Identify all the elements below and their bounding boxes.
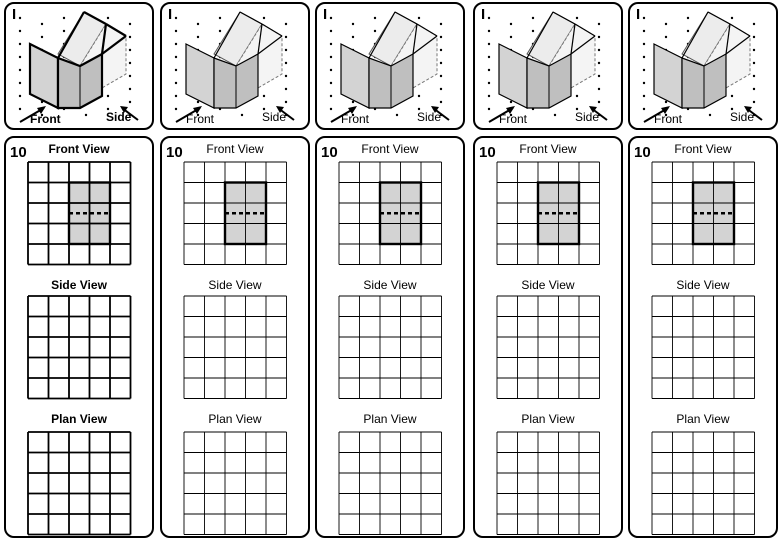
plan-view-grid[interactable] [182, 430, 289, 537]
grid-dot [598, 101, 600, 103]
views-card [628, 136, 778, 538]
isometric-card [315, 2, 465, 130]
grid-dot [330, 56, 332, 58]
grid-dot [418, 17, 420, 19]
question-number: I [168, 6, 173, 23]
side-label: Side [106, 110, 132, 124]
grid-dot [753, 88, 755, 90]
grid-dot [330, 108, 332, 110]
front-label: Front [499, 112, 528, 126]
front-view-title: Front View [361, 142, 419, 156]
grid-dot [418, 95, 420, 97]
grid-dot [19, 17, 21, 19]
views-card [473, 136, 623, 538]
grid-dot [488, 43, 490, 45]
grid-dot [374, 30, 376, 32]
front-face-left [30, 44, 58, 108]
front-face-left [654, 44, 682, 108]
grid-dot [576, 95, 578, 97]
isometric-drawing [630, 4, 776, 128]
grid-dot [598, 49, 600, 51]
grid-dot [510, 101, 512, 103]
grid-dot [440, 101, 442, 103]
grid-dot [107, 17, 109, 19]
grid-dot [576, 17, 578, 19]
grid-dot [532, 17, 534, 19]
sheet-column [473, 0, 623, 540]
grid-dot [532, 30, 534, 32]
grid-dot [19, 108, 21, 110]
grid-dot [63, 30, 65, 32]
front-view-grid[interactable] [26, 160, 133, 267]
grid-dot [352, 23, 354, 25]
grid-dot [643, 82, 645, 84]
grid-dot [753, 23, 755, 25]
isometric-drawing [475, 4, 621, 128]
grid-dot [488, 108, 490, 110]
grid-dot [19, 82, 21, 84]
side-view-grid[interactable] [650, 294, 757, 401]
front-view-grid[interactable] [650, 160, 757, 267]
grid-dot [598, 36, 600, 38]
sheet-column [628, 0, 778, 540]
question-number: 10 [166, 144, 183, 161]
grid-dot [19, 43, 21, 45]
question-number: I [481, 6, 486, 23]
grid-dot [598, 23, 600, 25]
plan-view-title: Plan View [521, 412, 575, 426]
grid-dot [598, 88, 600, 90]
side-label: Side [417, 110, 442, 124]
grid-dot [41, 36, 43, 38]
isometric-drawing [317, 4, 463, 128]
side-view-title: Side View [521, 278, 575, 292]
grid-dot [488, 56, 490, 58]
isometric-card [160, 2, 310, 130]
grid-dot [643, 95, 645, 97]
grid-dot [753, 49, 755, 51]
side-label: Side [262, 110, 287, 124]
grid-dot [263, 17, 265, 19]
grid-dot [665, 23, 667, 25]
grid-dot [330, 30, 332, 32]
grid-dot [510, 23, 512, 25]
grid-dot [731, 95, 733, 97]
front-face-left [499, 44, 527, 108]
grid-dot [554, 114, 556, 116]
grid-dot [285, 75, 287, 77]
grid-dot [330, 69, 332, 71]
grid-dot [352, 101, 354, 103]
front-label: Front [30, 112, 61, 126]
isometric-card [628, 2, 778, 130]
grid-dot [396, 114, 398, 116]
grid-dot [330, 82, 332, 84]
grid-dot [175, 108, 177, 110]
grid-dot [175, 17, 177, 19]
grid-dot [598, 62, 600, 64]
sheet-column [4, 0, 154, 540]
side-view-grid[interactable] [337, 294, 444, 401]
grid-dot [687, 17, 689, 19]
question-number: I [323, 6, 328, 23]
grid-dot [643, 30, 645, 32]
grid-dot [197, 23, 199, 25]
grid-dot [440, 75, 442, 77]
grid-dot [665, 36, 667, 38]
side-label: Side [730, 110, 755, 124]
grid-dot [175, 30, 177, 32]
grid-dot [63, 17, 65, 19]
side-label: Side [575, 110, 600, 124]
grid-dot [753, 75, 755, 77]
side-view-grid[interactable] [26, 294, 133, 401]
isometric-card [473, 2, 623, 130]
grid-dot [440, 36, 442, 38]
grid-dot [129, 62, 131, 64]
question-number: 10 [479, 144, 496, 161]
grid-dot [330, 43, 332, 45]
question-number: 10 [10, 144, 27, 161]
question-number: 10 [321, 144, 338, 161]
grid-dot [175, 69, 177, 71]
front-label: Front [341, 112, 370, 126]
grid-dot [175, 82, 177, 84]
grid-dot [175, 43, 177, 45]
sheet-column [160, 0, 310, 540]
plan-view-grid[interactable] [337, 430, 444, 537]
grid-dot [643, 108, 645, 110]
front-label: Front [186, 112, 215, 126]
grid-dot [643, 17, 645, 19]
front-view-title: Front View [519, 142, 577, 156]
front-face-left [341, 44, 369, 108]
grid-dot [753, 36, 755, 38]
grid-dot [129, 101, 131, 103]
grid-dot [285, 62, 287, 64]
grid-dot [488, 82, 490, 84]
grid-dot [129, 75, 131, 77]
grid-dot [285, 49, 287, 51]
sheet-column [315, 0, 465, 540]
grid-dot [85, 114, 87, 116]
isometric-card [4, 2, 154, 130]
front-label: Front [654, 112, 683, 126]
grid-dot [129, 49, 131, 51]
grid-dot [197, 36, 199, 38]
front-view-grid[interactable] [495, 160, 602, 267]
grid-dot [643, 43, 645, 45]
front-view-grid[interactable] [182, 160, 289, 267]
grid-dot [175, 56, 177, 58]
grid-dot [330, 17, 332, 19]
grid-dot [753, 101, 755, 103]
views-card [315, 136, 465, 538]
grid-dot [285, 36, 287, 38]
plan-view-grid[interactable] [650, 430, 757, 537]
grid-dot [687, 30, 689, 32]
front-face-left [186, 44, 214, 108]
grid-dot [285, 88, 287, 90]
grid-dot [753, 62, 755, 64]
grid-dot [709, 114, 711, 116]
views-card [4, 136, 154, 538]
front-view-title: Front View [206, 142, 264, 156]
side-view-title: Side View [51, 278, 107, 292]
plan-view-grid[interactable] [495, 430, 602, 537]
grid-dot [129, 36, 131, 38]
grid-dot [219, 17, 221, 19]
grid-dot [643, 69, 645, 71]
grid-dot [129, 88, 131, 90]
grid-dot [440, 23, 442, 25]
grid-dot [352, 36, 354, 38]
side-view-title: Side View [208, 278, 262, 292]
question-number: 10 [634, 144, 651, 161]
grid-dot [19, 95, 21, 97]
grid-dot [241, 114, 243, 116]
grid-dot [263, 95, 265, 97]
front-view-title: Front View [48, 142, 110, 156]
grid-dot [285, 101, 287, 103]
grid-dot [19, 69, 21, 71]
plan-view-title: Plan View [676, 412, 730, 426]
grid-dot [488, 17, 490, 19]
grid-dot [488, 95, 490, 97]
plan-view-title: Plan View [363, 412, 417, 426]
grid-dot [175, 95, 177, 97]
side-view-grid[interactable] [495, 294, 602, 401]
plan-view-grid[interactable] [26, 430, 133, 537]
grid-dot [488, 69, 490, 71]
grid-dot [41, 23, 43, 25]
grid-dot [440, 62, 442, 64]
grid-dot [665, 101, 667, 103]
grid-dot [219, 30, 221, 32]
grid-dot [510, 36, 512, 38]
plan-view-title: Plan View [208, 412, 262, 426]
grid-dot [19, 30, 21, 32]
front-view-title: Front View [674, 142, 732, 156]
side-view-title: Side View [676, 278, 730, 292]
grid-dot [129, 23, 131, 25]
question-number: I [636, 6, 641, 23]
isometric-drawing [162, 4, 308, 128]
side-view-title: Side View [363, 278, 417, 292]
grid-dot [107, 95, 109, 97]
views-card [160, 136, 310, 538]
grid-dot [374, 17, 376, 19]
question-number: I [12, 6, 17, 23]
grid-dot [330, 95, 332, 97]
side-view-grid[interactable] [182, 294, 289, 401]
grid-dot [440, 49, 442, 51]
grid-dot [440, 88, 442, 90]
grid-dot [197, 101, 199, 103]
grid-dot [285, 23, 287, 25]
grid-dot [19, 56, 21, 58]
grid-dot [731, 17, 733, 19]
plan-view-title: Plan View [51, 412, 107, 426]
front-view-grid[interactable] [337, 160, 444, 267]
grid-dot [598, 75, 600, 77]
grid-dot [488, 30, 490, 32]
grid-dot [643, 56, 645, 58]
